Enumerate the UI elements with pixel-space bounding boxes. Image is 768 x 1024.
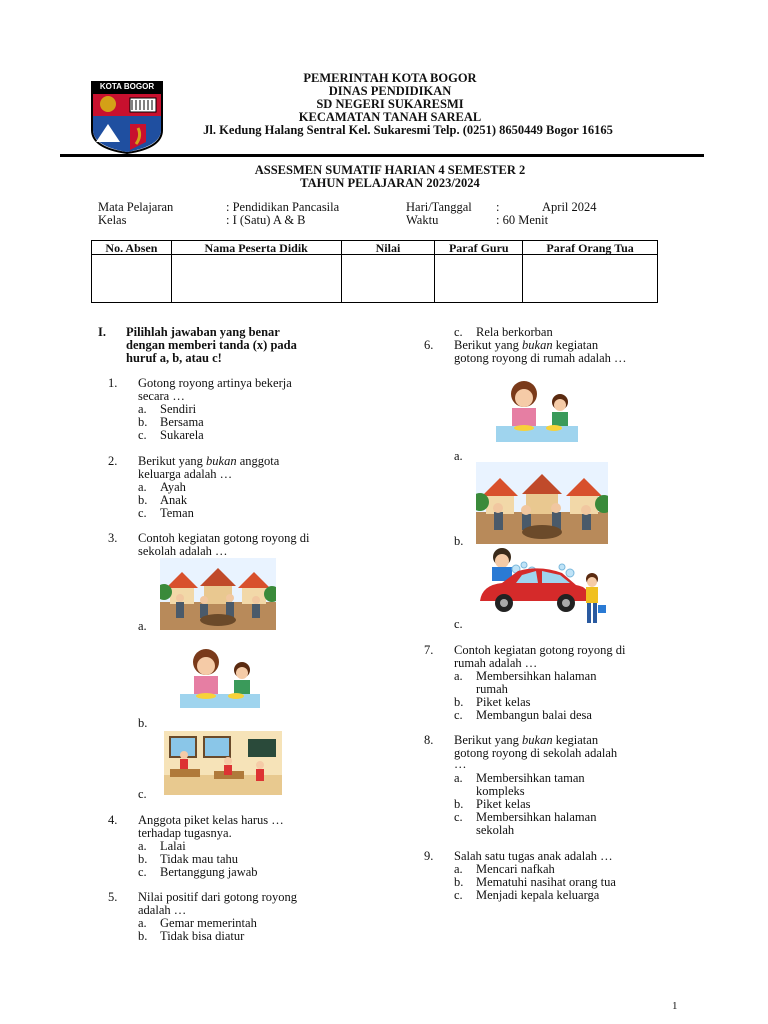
option-c-continued: sekolah xyxy=(476,823,515,837)
question-text-line: secara … xyxy=(138,389,185,403)
subject-label: Mata Pelajaran xyxy=(98,200,174,214)
header-line-1: PEMERINTAH KOTA BOGOR xyxy=(303,71,477,85)
option-a-continued: kompleks xyxy=(476,784,525,798)
option-b-picture-community-work[interactable] xyxy=(476,462,608,544)
option-c-picture-class-cleaning[interactable] xyxy=(164,731,282,795)
question-number: 6. xyxy=(424,338,434,352)
logo-text: KOTA BOGOR xyxy=(99,82,155,91)
question-text-line: gotong royong di rumah adalah … xyxy=(454,351,627,365)
question-text-line: Berikut yang bukan kegiatan xyxy=(454,733,599,747)
exam-year: TAHUN PELAJARAN 2023/2024 xyxy=(300,176,480,190)
option-c-label[interactable]: c. xyxy=(454,617,463,631)
question-number: 2. xyxy=(108,454,118,468)
question-number: 7. xyxy=(424,643,434,657)
question-text-line: … xyxy=(454,757,467,771)
header-line-3: SD NEGERI SUKARESMI xyxy=(316,97,464,111)
instruction-line-2: dengan memberi tanda (x) pada xyxy=(126,338,297,352)
question-text-line: Contoh kegiatan gotong royong di xyxy=(454,643,626,657)
question-text-line: Gotong royong artinya bekerja xyxy=(138,376,292,390)
question-text-line: rumah adalah … xyxy=(454,656,538,670)
col-paraf-ortu: Paraf Orang Tua xyxy=(523,241,658,255)
option-a-label[interactable]: a. xyxy=(138,619,147,633)
table-header-row xyxy=(92,241,658,255)
header-address: Jl. Kedung Halang Sentral Kel. Sukaresmi Telp. (0251) 8650449 Bogor 16165 xyxy=(203,123,613,137)
class-value: : I (Satu) A & B xyxy=(226,213,306,227)
question-text-line: terhadap tugasnya. xyxy=(138,826,232,840)
question-text-line: Anggota piket kelas harus … xyxy=(138,813,284,827)
date-label: Hari/Tanggal xyxy=(406,200,472,214)
col-paraf-guru: Paraf Guru xyxy=(435,241,523,255)
option-b-picture-dish-washing[interactable] xyxy=(176,644,264,712)
question-text-line: keluarga adalah … xyxy=(138,467,233,481)
school-logo xyxy=(90,80,164,154)
cell-paraf-ortu[interactable] xyxy=(523,255,658,303)
question-text-line: Salah satu tugas anak adalah … xyxy=(454,849,613,863)
question-text-line: adalah … xyxy=(138,903,187,917)
option-a-picture-dish-washing[interactable] xyxy=(492,376,582,446)
header-line-4: KECAMATAN TANAH SAREAL xyxy=(298,110,482,124)
table-row xyxy=(92,255,658,303)
question-text-line: sekolah adalah … xyxy=(138,544,228,558)
header-divider xyxy=(60,154,704,157)
question-number: 8. xyxy=(424,733,434,747)
instruction-line-1: Pilihlah jawaban yang benar xyxy=(126,325,280,339)
date-colon: : xyxy=(496,200,500,214)
question-number: 1. xyxy=(108,376,118,390)
time-value: : 60 Menit xyxy=(496,213,549,227)
time-label: Waktu xyxy=(406,213,439,227)
subject-value: : Pendidikan Pancasila xyxy=(226,200,340,214)
question-text-line: Berikut yang bukan anggota xyxy=(138,454,280,468)
option-a-picture-community-work[interactable] xyxy=(160,558,276,630)
col-no-absen: No. Absen xyxy=(92,241,172,255)
col-nama: Nama Peserta Didik xyxy=(171,241,341,255)
question-number: 5. xyxy=(108,890,118,904)
question-text-line: gotong royong di sekolah adalah xyxy=(454,746,618,760)
question-text-line: Contoh kegiatan gotong royong di xyxy=(138,531,310,545)
option-b-label[interactable]: b. xyxy=(138,716,148,730)
date-value: April 2024 xyxy=(542,200,597,214)
class-label: Kelas xyxy=(98,213,127,227)
option-a-continued: rumah xyxy=(476,682,508,696)
option-c-picture-car-washing[interactable] xyxy=(476,545,608,629)
student-table xyxy=(91,240,658,303)
question-number: 4. xyxy=(108,813,118,827)
cell-nama[interactable] xyxy=(171,255,341,303)
instruction-line-3: huruf a, b, atau c! xyxy=(126,351,222,365)
cell-no-absen[interactable] xyxy=(92,255,172,303)
cell-paraf-guru[interactable] xyxy=(435,255,523,303)
cell-nilai[interactable] xyxy=(341,255,435,303)
question-text-line: Berikut yang bukan kegiatan xyxy=(454,338,599,352)
question-number: 9. xyxy=(424,849,434,863)
section-number: I. xyxy=(98,325,106,339)
col-nilai: Nilai xyxy=(341,241,435,255)
page-number: 1 xyxy=(672,1000,678,1012)
option-a-label[interactable]: a. xyxy=(454,449,463,463)
header-line-2: DINAS PENDIDIKAN xyxy=(328,84,452,98)
exam-title: ASSESMEN SUMATIF HARIAN 4 SEMESTER 2 xyxy=(254,163,526,177)
option-c-label[interactable]: c. xyxy=(138,787,147,801)
option-b-label[interactable]: b. xyxy=(454,534,464,548)
question-number: 3. xyxy=(108,531,118,545)
question-text-line: Nilai positif dari gotong royong xyxy=(138,890,298,904)
